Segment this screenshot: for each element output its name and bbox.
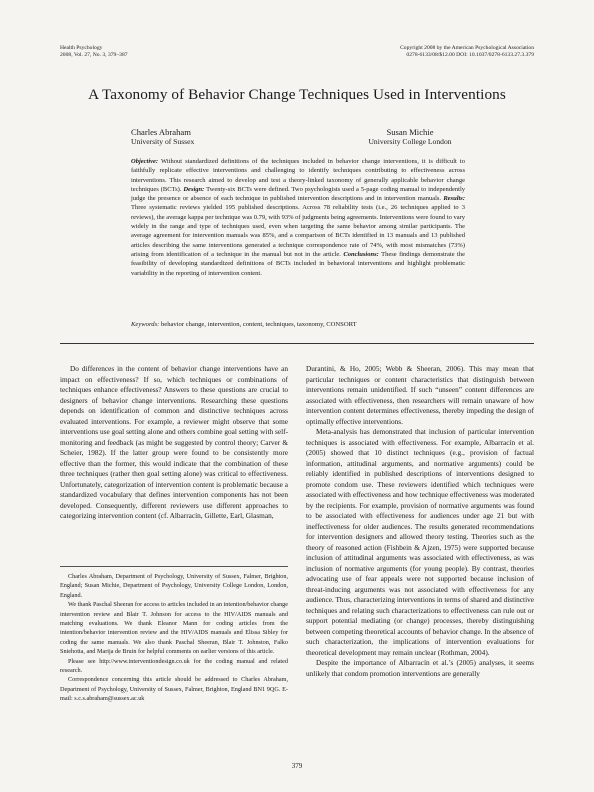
footnote: Correspondence concerning this article should be addressed to Charles Abraham, Department of Psychology, University of Sussex, Falmer, Brighton, England BN1 9QG. E-mail: s.c.s.abraham@sussex.ac.uk <box>60 676 288 703</box>
doi: 0278-6133/08/$12.00 DOI: 10.1037/0278-6133.27.3.379 <box>406 51 534 58</box>
body-paragraph: Durantini, & Ho, 2005; Webb & Sheeran, 2006). This may mean that particular techniques or content characteristics that distinguish between interventions remain unidentified. If such “unseen” content differences are associated with effectiveness, then researchers will remain unaware of how intervention content determines effectiveness, thereby impeding the design of optimally effective interventions. <box>306 364 534 426</box>
copyright-notice: Copyright 2008 by the American Psychological Association <box>400 45 534 51</box>
footnotes <box>60 572 288 704</box>
body-paragraph: Meta-analysis has demonstrated that inclusion of particular intervention techniques is associated with effectiveness. For example, Albarracín et al. (2005) showed that 10 distinct techniques (e.g., provision of factual information, attitudinal arguments, and normative arguments) could be reliably identified in published descriptions of interventions designed to promote condom use. These reviewers identified which techniques were associated with effectiveness and how technique effectiveness was moderated by the recipients. For example, provision of normative arguments was found to be associated with effectiveness for audiences under age 21 but with ineffectiveness for older audiences. The results generated recommendations for intervention designers and allowed theory testing. Theories such as the theory of reasoned action (Fishbein & Ajzen, 1975) were supported because inclusion of attitudinal arguments was associated with effectiveness, as was inclusion of normative arguments (for young people). By contrast, theories advocating use of fear appeals were not supported because inclusion of threat-inducing arguments was not associated with effectiveness for any audience. Thus, characterizing interventions in terms of shared and distinctive techniques and relating such characterizations to effectiveness can rule out or support potential mediating (or change) processes, thereby distinguishing between competing theoretical accounts of behavior change. In the absence of such characterization, the implications of intervention evaluations for theoretical development may remain unclear (Rothman, 2004). <box>306 427 534 657</box>
abstract-objective: Without standardized definitions of the techniques included in behavior change interventions, it is difficult to faithfully replicate effective interventions and challenging to identify techniques contributing to effectiveness across interventions. This research aimed to develop and test a theory-linked taxonomy of generally applicable behavior change techniques (BCTs). <box>131 158 465 193</box>
author-name: Susan Michie <box>386 127 434 137</box>
abstract-design-label: Design: <box>183 185 205 193</box>
body-paragraph: Do differences in the content of behavior change interventions have an impact on effectiveness? If so, which techniques or combinations of techniques enhance effectiveness? Answers to these questions are crucial to designers of behavior change interventions. Researching these questions depends on identification of common and distinctive techniques across evaluated interventions. For example, a reviewer might observe that some interventions use goal setting alone and others combine goal setting with self-monitoring and feedback (as might be suggested by control theory; Carver & Scheier, 1982). If the latter group were found to be consistently more effective than the former, this would indicate that the combination of these three techniques (rather then goal setting alone) was critical to effectiveness. Unfortunately, categorization of intervention content is problematic because a standardized vocabulary that defines intervention components has not been developed. Consequently, different reviewers use different approaches to categorizing intervention content (cf. Albarracín, Gillette, Earl, Glasman, <box>60 364 288 520</box>
right-column <box>306 364 534 679</box>
volume-info: 2008, Vol. 27, No. 3, 379–387 <box>60 51 128 58</box>
footnote: Charles Abraham, Department of Psychology, University of Sussex, Falmer, Brighton, England; Susan Michie, Department of Psychology, University College London, London, England. <box>60 573 288 599</box>
author-affiliation: University of Sussex <box>131 137 195 146</box>
abstract-conclusions-label: Conclusions: <box>343 250 379 258</box>
abstract-objective-label: Objective: <box>131 158 159 165</box>
article-title: A Taxonomy of Behavior Change Techniques Used in Interventions <box>88 86 506 103</box>
footnote: We thank Paschal Sheeran for access to articles included in an intention/behavior change intervention review and Blair T. Johnson for access to the HIV/AIDS manuals and matching evaluations. We thank Eleanor Mann for coding articles from the intention/behavior intervention review and the HIV/AIDS manuals and Elissa Sibley for coding the same manuals. We also thank Paschal Sheeran, Blair T. Johnston, Falko Sniehotta, and Marija de Bruin for helpful comments on earlier versions of this article. <box>60 601 288 656</box>
footnote-divider <box>60 566 288 567</box>
keywords-text: behavior change, intervention, content, techniques, taxonomy, CONSORT <box>159 321 357 328</box>
abstract-results-label: Results: <box>443 195 465 203</box>
abstract-design: Twenty-six BCTs were defined. Two psychologists used a 5-page coding manual to independently judge the presence or absence of each technique in published intervention descriptions and in intervention manuals. <box>131 185 465 203</box>
author-block-1 <box>131 127 194 146</box>
page-number: 379 <box>291 762 303 770</box>
footnote: Please see http://www.interventiondesign.co.uk for the coding manual and related research. <box>60 657 288 675</box>
abstract-conclusions: These findings demonstrate the feasibility of developing standardized definitions of BCTs included in behavioral interventions and highlight problematic variability in the reporting of intervention content. <box>131 250 465 277</box>
copyright-header <box>400 45 534 58</box>
author-block-2 <box>353 127 467 146</box>
keywords <box>131 320 465 329</box>
keywords-label: Keywords: <box>131 321 160 328</box>
journal-header <box>60 45 128 58</box>
journal-name: Health Psychology <box>60 45 103 51</box>
left-column <box>60 364 288 522</box>
abstract <box>131 157 465 278</box>
abstract-results: Three systematic reviews yielded 195 published descriptions. Across 78 reliability tests (i.e., 26 techniques applied to 3 reviews), the average kappa per technique was 0.79, with 93% of judgments being agreements. Interventions were found to vary widely in the range and type of techniques used, even when targeting the same behavior among similar participants. The average agreement for intervention manuals was 85%, and a comparison of BCTs identified in 13 manuals and 13 published articles describing the same interventions generated a technique correspondence rate of 74%, with most mismatches (73%) arising from identification of a technique in the manual but not in the article. <box>131 204 465 258</box>
author-affiliation: University College London <box>368 137 452 146</box>
section-divider <box>60 343 534 344</box>
author-name: Charles Abraham <box>131 127 191 137</box>
body-paragraph: Despite the importance of Albarracín et al.’s (2005) analyses, it seems unlikely that condom promotion interventions are generally <box>306 658 534 678</box>
